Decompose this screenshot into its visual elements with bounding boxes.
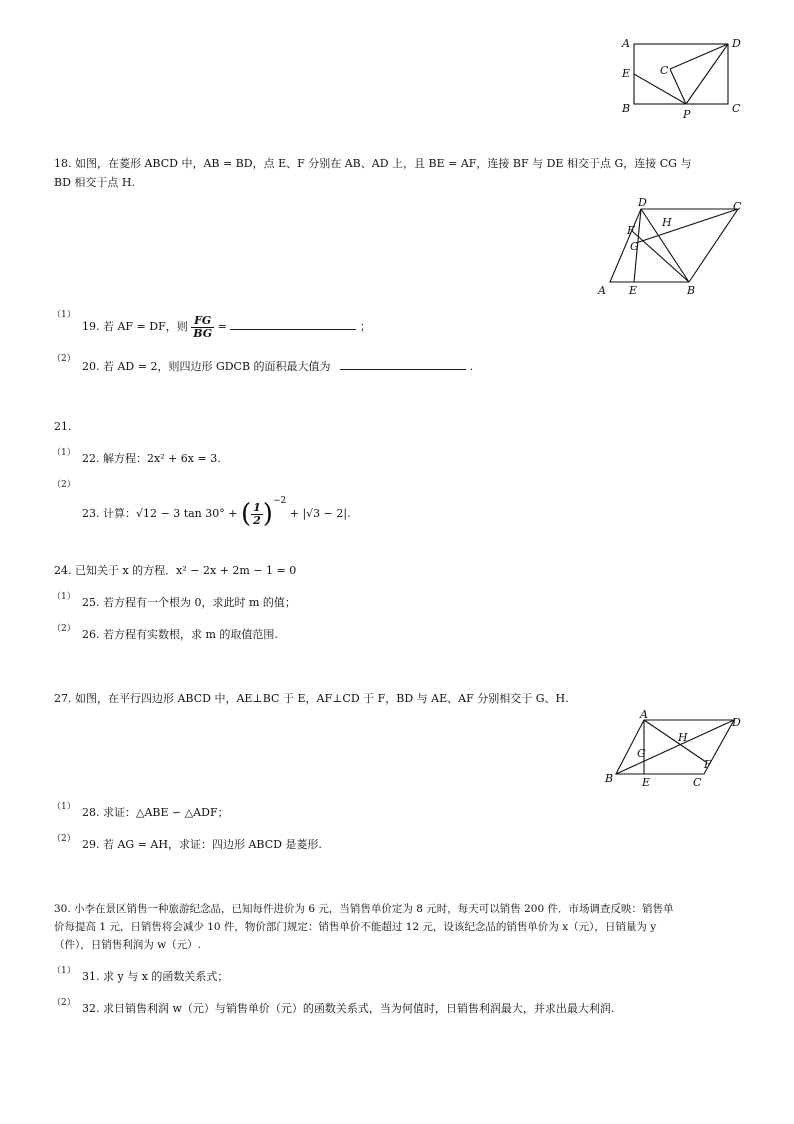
- label-E: E: [622, 67, 631, 80]
- question-18: 18. 如图，在菱形 ABCD 中，AB = BD，点 E、F 分别在 AB、AD 上，且 BE = AF，连接 BF 与 DE 相交于点 G，连接 CG 与: [54, 157, 692, 170]
- question-28: 28. 求证：△ABE ∽ △ADF；: [82, 806, 229, 819]
- sub-label: （2）: [52, 354, 76, 364]
- sub-label: （2）: [52, 480, 76, 490]
- left-paren: (: [240, 499, 252, 529]
- label-A: A: [640, 708, 648, 721]
- question-30-line-2: 价每提高 1 元，日销售将会减少 10 件，物价部门规定：销售单价不能超过 12 元，设该纪念品的销售单价为 x（元），日销量为 y: [54, 921, 657, 933]
- fraction-numerator: FG: [191, 315, 214, 328]
- label-D: D: [638, 196, 647, 209]
- sub-label: （2）: [52, 834, 76, 844]
- q19-text: 19. 若 AF = DF，则: [82, 320, 188, 333]
- q23-text: 23. 计算：√12 − 3 tan 30° +: [82, 507, 238, 520]
- label-H: H: [662, 216, 672, 229]
- label-F: F: [627, 224, 635, 237]
- sub-label: （1）: [52, 592, 76, 602]
- question-20: [82, 358, 473, 374]
- label-C: C: [693, 776, 702, 789]
- label-H: H: [678, 731, 688, 744]
- q19-end: ；: [359, 320, 371, 333]
- label-A: A: [598, 284, 606, 297]
- label-B: B: [687, 284, 696, 297]
- label-G: G: [637, 747, 646, 760]
- sub-label: （2）: [52, 998, 76, 1008]
- answer-blank[interactable]: [230, 318, 356, 330]
- label-F: F: [704, 758, 712, 771]
- sub-label: （1）: [52, 802, 76, 812]
- fraction: [251, 502, 263, 527]
- q20-text: 20. 若 AD = 2，则四边形 GDCB 的面积最大值为: [82, 360, 331, 373]
- label-A: A: [622, 37, 630, 50]
- equals-sign: =: [217, 320, 227, 333]
- label-G: G: [630, 240, 639, 253]
- question-21: 21.: [54, 420, 72, 433]
- sub-label: （1）: [52, 448, 76, 458]
- fraction: [191, 315, 214, 340]
- question-30-line-1: 30. 小李在景区销售一种旅游纪念品，已知每件进价为 6 元，当销售单价定为 8 元时，每天可以销售 200 件．市场调查反映：销售单: [54, 903, 674, 915]
- fraction-numerator: 1: [253, 500, 261, 514]
- label-D: D: [732, 37, 741, 50]
- sub-label: （2）: [52, 624, 76, 634]
- question-25: 25. 若方程有一个根为 0，求此时 m 的值；: [82, 596, 296, 609]
- label-C-inner: C: [660, 64, 669, 77]
- fraction-denominator: BG: [193, 326, 213, 340]
- label-B: B: [605, 772, 614, 785]
- label-D: D: [732, 716, 741, 729]
- question-32: 32. 求日销售利润 w（元）与销售单价（元）的函数关系式，当为何值时，日销售利润最大，并求出最大利润.: [82, 1002, 615, 1015]
- question-26: 26. 若方程有实数根，求 m 的取值范围.: [82, 628, 278, 641]
- answer-blank[interactable]: [340, 358, 466, 370]
- question-30-line-3: （件），日销售利润为 w（元）.: [54, 939, 201, 951]
- label-E: E: [642, 776, 651, 789]
- question-18-cont: BD 相交于点 H.: [54, 176, 135, 189]
- label-P: P: [683, 108, 691, 121]
- question-27: 27. 如图，在平行四边形 ABCD 中，AE⊥BC 于 E，AF⊥CD 于 F，BD 与 AE、AF 分别相交于 G、H.: [54, 692, 569, 705]
- q20-end: .: [469, 360, 474, 373]
- fraction-denominator: 2: [253, 513, 261, 527]
- question-23: [82, 486, 351, 529]
- question-29: 29. 若 AG = AH，求证：四边形 ABCD 是菱形.: [82, 838, 322, 851]
- label-E: E: [629, 284, 638, 297]
- sub-label: （1）: [52, 966, 76, 976]
- question-19: [82, 312, 371, 342]
- label-B: B: [622, 102, 631, 115]
- label-C: C: [733, 200, 742, 213]
- rectangle-figure: [612, 32, 752, 122]
- sub-label: （1）: [52, 310, 76, 320]
- parallelogram-figure: [598, 708, 758, 792]
- question-31: 31. 求 y 与 x 的函数关系式；: [82, 970, 229, 983]
- exponent: −2: [272, 496, 287, 506]
- question-24: 24. 已知关于 x 的方程．x² − 2x + 2m − 1 = 0: [54, 564, 297, 577]
- q23-end: + |√3 − 2|.: [289, 507, 351, 520]
- label-C: C: [732, 102, 741, 115]
- right-paren: ): [262, 499, 273, 529]
- rhombus-figure: [592, 196, 752, 300]
- question-22: 22. 解方程：2x² + 6x = 3.: [82, 452, 221, 465]
